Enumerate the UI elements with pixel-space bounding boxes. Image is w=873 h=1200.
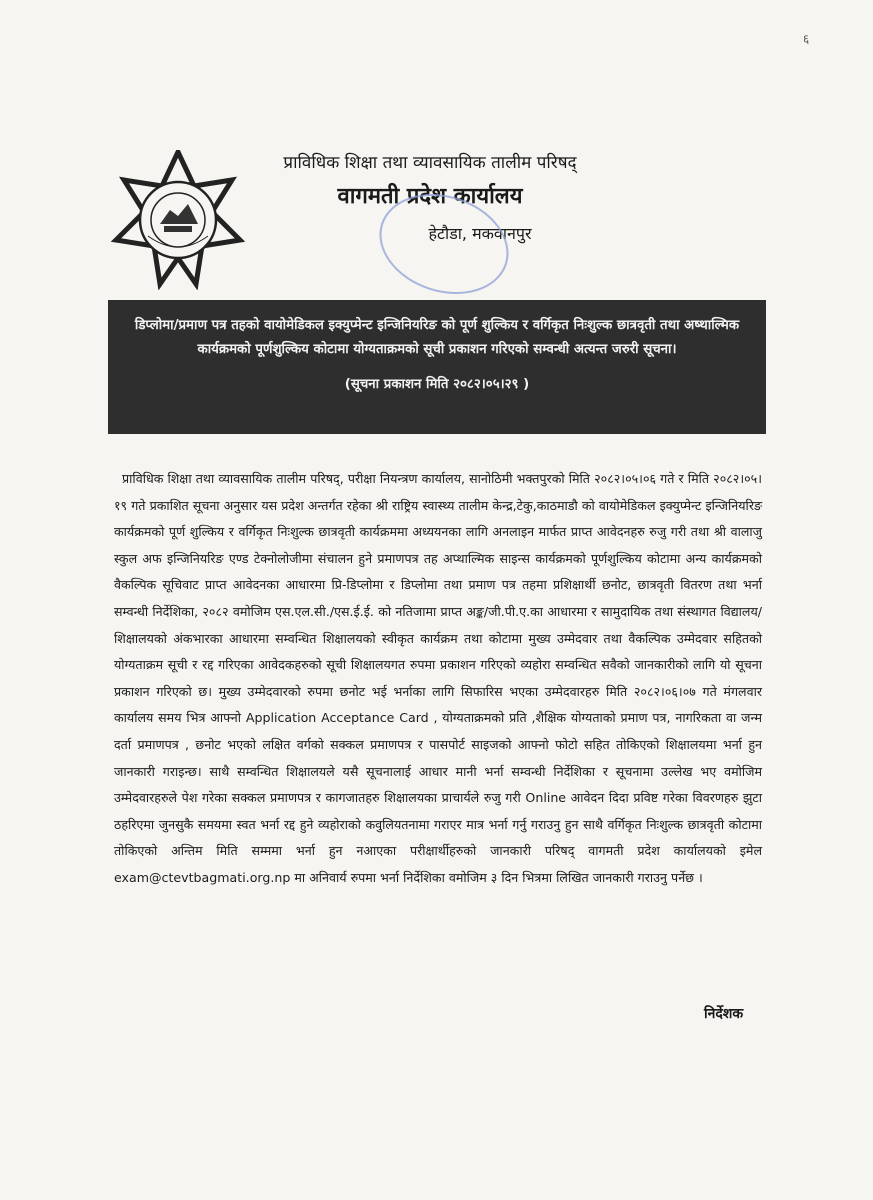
notice-title: डिप्लोमा/प्रमाण पत्र तहको वायोमेडिकल इक्युप्मेन्ट इन्जिनियरिङ को पूर्ण शुल्किय र वर्गिकृत निःशुल्क छात्रवृती तथा अष्थाल्मिक कार्यक्रमको पूर्णशुल्किय कोटामा योग्यताक्रमको सूची प्रकाशन गरिएको सम्वन्धी अत्यन्त जरुरी सूचना। (134, 318, 740, 357)
notice-banner (108, 300, 766, 434)
office-name: वागमती प्रदेश कार्यालय (337, 184, 523, 209)
notice-body: प्राविधिक शिक्षा तथा व्यावसायिक तालीम परिषद्, परीक्षा नियन्त्रण कार्यालय, सानोठिमी भक्तपुरको मिति २०८२।०५।०६ गते र मिति २०८२।०५।१९ गते प्रकाशित सूचना अनुसार यस प्रदेश अन्तर्गत रहेका श्री राष्ट्रिय स्वास्थ्य तालीम केन्द्र,टेकु,काठमाडौ को वायोमेडिकल इक्युप्मेन्ट इन्जिनियरिङ कार्यक्रमको पूर्ण शुल्किय र वर्गिकृत निःशुल्क छात्रवृती कार्यक्रममा अध्ययनका लागि अनलाइन मार्फत प्राप्त आवेदनहरु रुजु गरी तथा श्री वालाजु स्कुल अफ इन्जिनियरिङ एण्ड टेक्नोलोजीमा संचालन हुने प्रमाणपत्र तह अप्थाल्मिक साइन्स कार्यक्रमको पूर्णशुल्किय कोटामा अन्य कार्यक्रमको वैकल्पिक सूचिवाट प्राप्त आवेदनका आधारमा प्रि-डिप्लोमा र डिप्लोमा तथा प्रमाण पत्र तहमा प्रशिक्षार्थी छनोट, छात्रवृती वितरण तथा भर्ना सम्वन्धी निर्देशिका, २०८२ वमोजिम एस.एल.सी./एस.ई.ई. को नतिजामा प्राप्त अङ्क/जी.पी.ए.का आधारमा र सामुदायिक तथा संस्थागत विद्यालय/शिक्षालयको अंकभारका आधारमा सम्वन्धित शिक्षालयको स्वीकृत कार्यक्रम तथा कोटामा मुख्य उम्मेदवार तथा वैकल्पिक उम्मेदवार सहितको योग्यताक्रम सूची र रद्द गरिएका आवेदकहरुको सूची शिक्षालयगत रुपमा प्रकाशन गरिएको व्यहोरा सम्वन्धित सवैको जानकारीको लागि यो सूचना प्रकाशन गरिएको छ। मुख्य उम्मेदवारको रुपमा छनोट भई भर्नाका लागि सिफारिस भएका उम्मेदवारहरु मिति २०८२।०६।०७ गते मंगलवार कार्यालय समय भित्र आफ्नो Application Acceptance Card , योग्यताक्रमको प्रति ,शैक्षिक योग्यताको प्रमाण पत्र, नागरिकता वा जन्म दर्ता प्रमाणपत्र , छनोट भएको लक्षित वर्गको सक्कल प्रमाणपत्र र पासपोर्ट साइजको आफ्नो फोटो सहित तोकिएको शिक्षालयमा भर्ना हुन जानकारी गराइन्छ। साथै सम्वन्धित शिक्षालयले यसै सूचनालाई आधार मानी भर्ना सम्वन्धी निर्देशिका र सूचनामा उल्लेख भए वमोजिम उम्मेदवारहरुले पेश गरेका सक्कल प्रमाणपत्र र कागजातहरु शिक्षालयका प्राचार्यले रुजु गरी Online आवेदन दिदा प्रविष्ट गरेका विवरणहरु झुटा ठहरिएमा जुनसुकै समयमा स्वत भर्ना रद्द हुने व्यहोराको कवुलियतनामा गराएर मात्र भर्ना गर्नु गराउनु हुन साथै वर्गिकृत निःशुल्क छात्रवृती कोटामा तोकिएको अन्तिम मिति सम्ममा भर्ना हुन नआएका परीक्षार्थीहरुको जानकारी परिषद् वागमती प्रदेश कार्यालयको इमेल exam@ctevtbagmati.org.np मा अनिवार्य रुपमा भर्ना निर्देशिका वमोजिम ३ दिन भित्रमा लिखित जानकारी गराउनु पर्नेछ । (114, 471, 762, 885)
org-name: प्राविधिक शिक्षा तथा व्यावसायिक तालीम परिषद् (283, 153, 577, 173)
page-corner-mark: ६ (803, 32, 810, 46)
signature-title: निर्देशक (704, 1006, 744, 1022)
notice-date: (सूचना प्रकाशन मिति २०८२।०५।२९ ) (344, 377, 530, 392)
office-place: हेटौडा, मकवानपुर (428, 224, 532, 243)
